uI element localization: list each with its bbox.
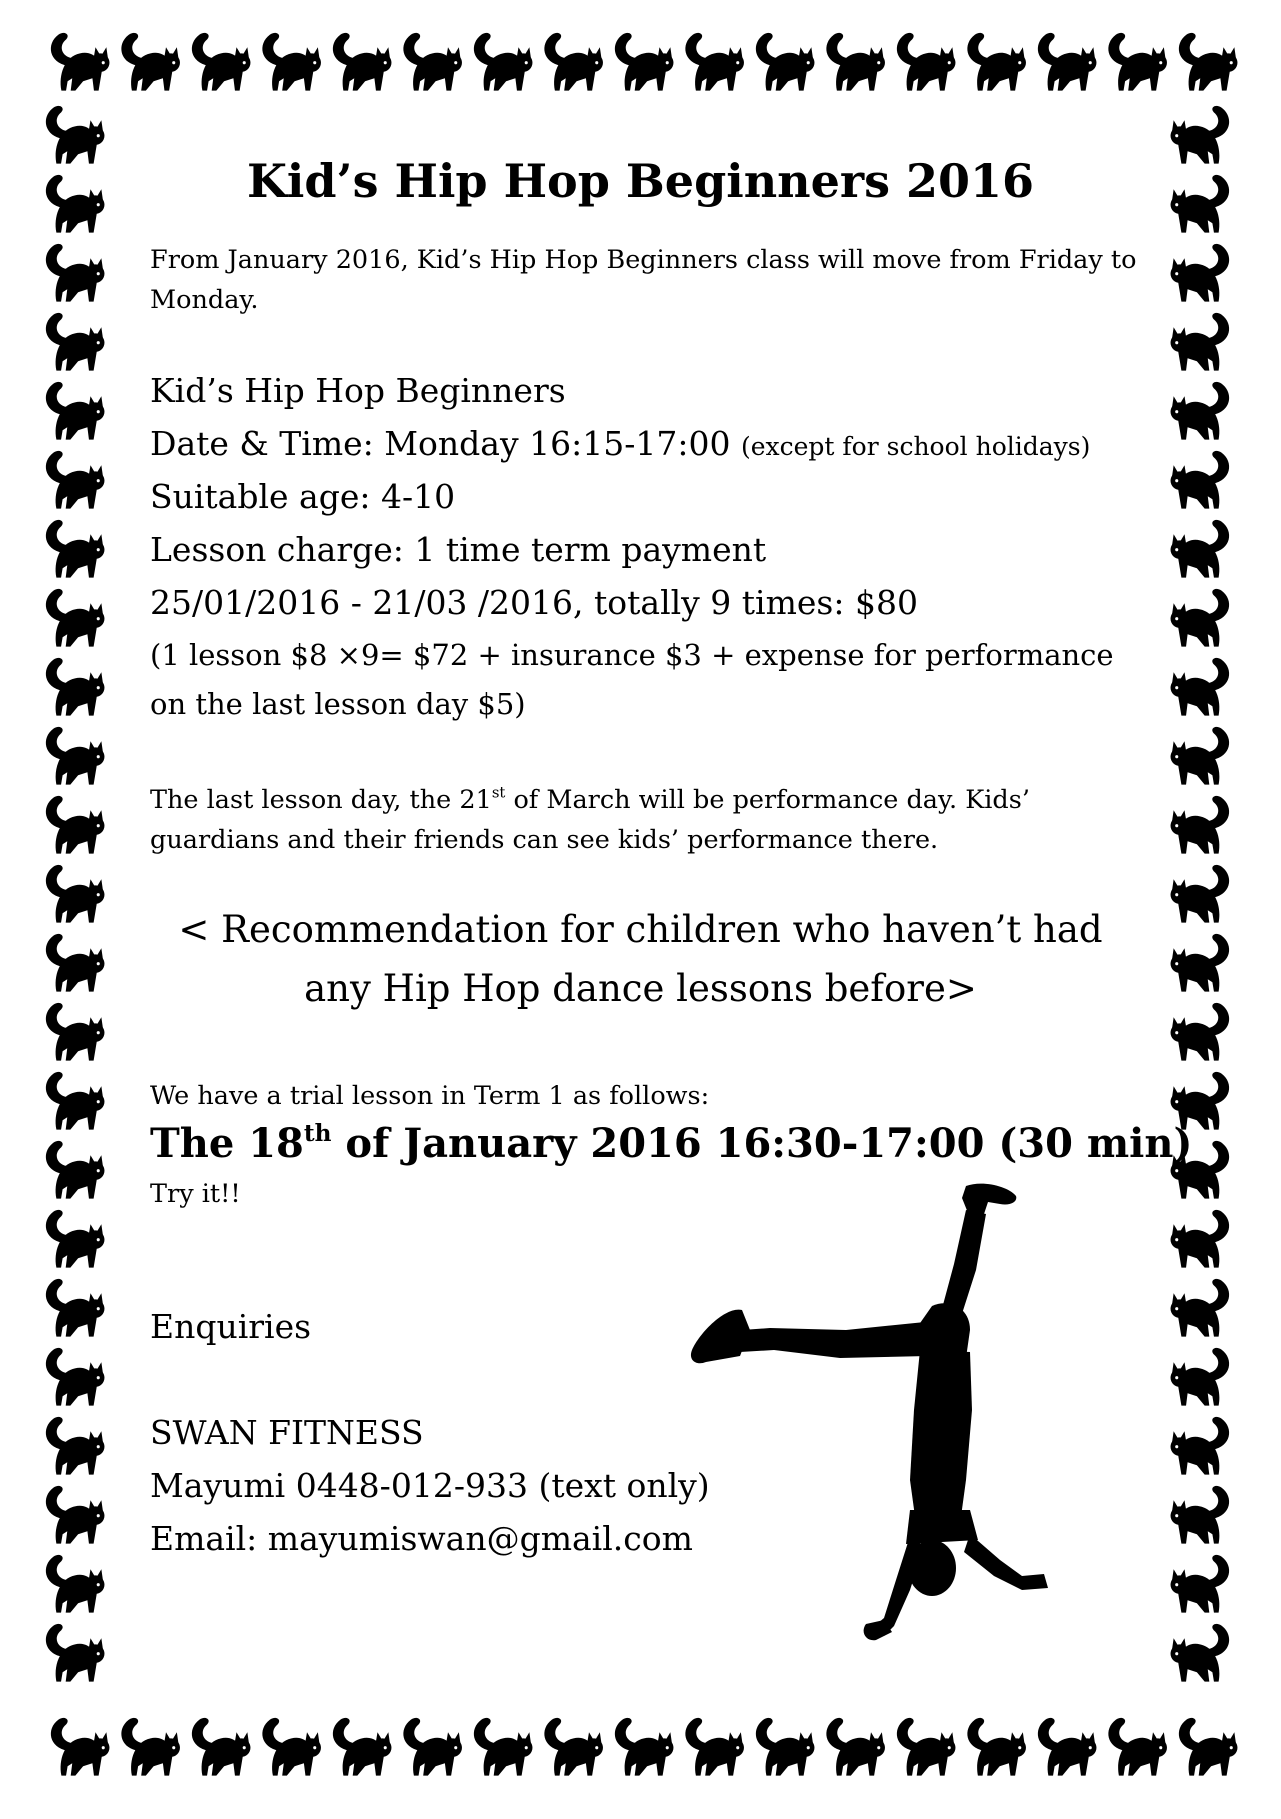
cartwheel-dancer-silhouette-icon: [670, 1180, 1080, 1660]
black-cat-icon: [1038, 33, 1097, 91]
performance-text-start: The last lesson day, the 21: [150, 785, 492, 815]
black-cat-icon: [262, 33, 321, 91]
black-cat-icon: [756, 33, 815, 91]
black-cat-icon: [1171, 1624, 1230, 1682]
black-cat-icon: [121, 33, 180, 91]
black-cat-icon: [1171, 1279, 1230, 1337]
black-cat-icon: [192, 33, 251, 91]
black-cat-icon: [262, 1718, 321, 1776]
trial-date-start: The 18: [150, 1120, 304, 1167]
black-cat-icon: [1171, 382, 1230, 440]
black-cat-icon: [46, 244, 105, 302]
black-cat-icon: [46, 1486, 105, 1544]
black-cat-icon: [474, 33, 533, 91]
black-cat-icon: [1179, 1718, 1238, 1776]
black-cat-icon: [46, 1417, 105, 1475]
trial-intro: We have a trial lesson in Term 1 as follows:: [150, 1081, 710, 1111]
black-cat-icon: [897, 1718, 956, 1776]
black-cat-icon: [46, 313, 105, 371]
black-cat-icon: [1171, 244, 1230, 302]
black-cat-icon: [1171, 1555, 1230, 1613]
suitable-age: Suitable age: 4-10: [150, 477, 456, 516]
black-cat-icon: [1108, 1718, 1167, 1776]
contact-phone: Mayumi 0448-012-933 (text only): [150, 1466, 710, 1505]
black-cat-icon: [474, 1718, 533, 1776]
black-cat-icon: [46, 1279, 105, 1337]
enquiries-heading: Enquiries: [150, 1307, 312, 1346]
black-cat-icon: [967, 1718, 1026, 1776]
recommendation-line-1: < Recommendation for children who haven’t had: [178, 908, 1103, 951]
black-cat-icon: [51, 33, 110, 91]
black-cat-icon: [615, 1718, 674, 1776]
black-cat-icon: [46, 589, 105, 647]
black-cat-icon: [1171, 313, 1230, 371]
black-cat-icon: [192, 1718, 251, 1776]
black-cat-icon: [403, 33, 462, 91]
black-cat-icon: [826, 33, 885, 91]
fee-breakdown-line-2: on the last lesson day $5): [150, 687, 526, 721]
performance-ordinal: st: [491, 784, 506, 802]
contact-email: Email: mayumiswan@gmail.com: [150, 1519, 693, 1558]
trial-date-end: of January 2016 16:30-17:00 (30 min): [331, 1120, 1193, 1167]
fee-breakdown-line-1: (1 lesson $8 ×9= $72 + insurance $3 + expense for performance: [150, 638, 1114, 672]
lesson-charge: Lesson charge: 1 time term payment: [150, 530, 767, 569]
black-cat-icon: [121, 1718, 180, 1776]
intro-text: From January 2016, Kid’s Hip Hop Beginners class will move from Friday to Monday.: [150, 245, 1137, 315]
black-cat-icon: [1108, 33, 1167, 91]
date-time-label: Date & Time: Monday 16:15-17:00: [150, 424, 731, 463]
black-cat-icon: [1171, 658, 1230, 716]
black-cat-icon: [46, 451, 105, 509]
black-cat-icon: [1171, 451, 1230, 509]
black-cat-icon: [1171, 589, 1230, 647]
black-cat-icon: [403, 1718, 462, 1776]
black-cat-icon: [1171, 520, 1230, 578]
black-cat-icon: [826, 1718, 885, 1776]
recommendation-line-2: any Hip Hop dance lessons before>: [304, 967, 977, 1010]
black-cat-icon: [46, 796, 105, 854]
trial-date: [150, 1118, 1192, 1170]
black-cat-icon: [46, 1072, 105, 1130]
date-time-line: [150, 423, 1090, 466]
black-cat-icon: [46, 658, 105, 716]
black-cat-icon: [897, 33, 956, 91]
black-cat-icon: [333, 1718, 392, 1776]
black-cat-icon: [615, 33, 674, 91]
black-cat-icon: [46, 727, 105, 785]
black-cat-icon: [685, 1718, 744, 1776]
class-name: Kid’s Hip Hop Beginners: [150, 371, 566, 410]
black-cat-icon: [46, 520, 105, 578]
black-cat-icon: [756, 1718, 815, 1776]
black-cat-icon: [46, 1624, 105, 1682]
trial-date-ordinal: th: [303, 1119, 332, 1147]
try-it: Try it!!: [150, 1179, 241, 1209]
black-cat-icon: [1171, 1417, 1230, 1475]
page-title: Kid’s Hip Hop Beginners 2016: [246, 154, 1035, 208]
company-name: SWAN FITNESS: [150, 1413, 424, 1452]
black-cat-icon: [1171, 1348, 1230, 1406]
date-time-note: (except for school holidays): [740, 432, 1091, 461]
black-cat-icon: [46, 1210, 105, 1268]
black-cat-icon: [333, 33, 392, 91]
black-cat-icon: [46, 1348, 105, 1406]
term-dates: 25/01/2016 - 21/03 /2016, totally 9 times: $80: [150, 583, 918, 622]
black-cat-icon: [1038, 1718, 1097, 1776]
black-cat-icon: [1171, 1210, 1230, 1268]
black-cat-icon: [685, 33, 744, 91]
black-cat-icon: [1171, 1486, 1230, 1544]
black-cat-icon: [1179, 33, 1238, 91]
black-cat-icon: [544, 1718, 603, 1776]
black-cat-icon: [544, 33, 603, 91]
performance-day-text: [150, 780, 1150, 860]
black-cat-icon: [1171, 796, 1230, 854]
black-cat-icon: [46, 382, 105, 440]
black-cat-icon: [967, 33, 1026, 91]
black-cat-icon: [1171, 727, 1230, 785]
black-cat-icon: [46, 1555, 105, 1613]
black-cat-icon: [46, 1141, 105, 1199]
performance-text-end: of March will be performance day. Kids’ guardians and their friends can see kids’ performance there.: [150, 785, 1030, 855]
black-cat-icon: [51, 1718, 110, 1776]
